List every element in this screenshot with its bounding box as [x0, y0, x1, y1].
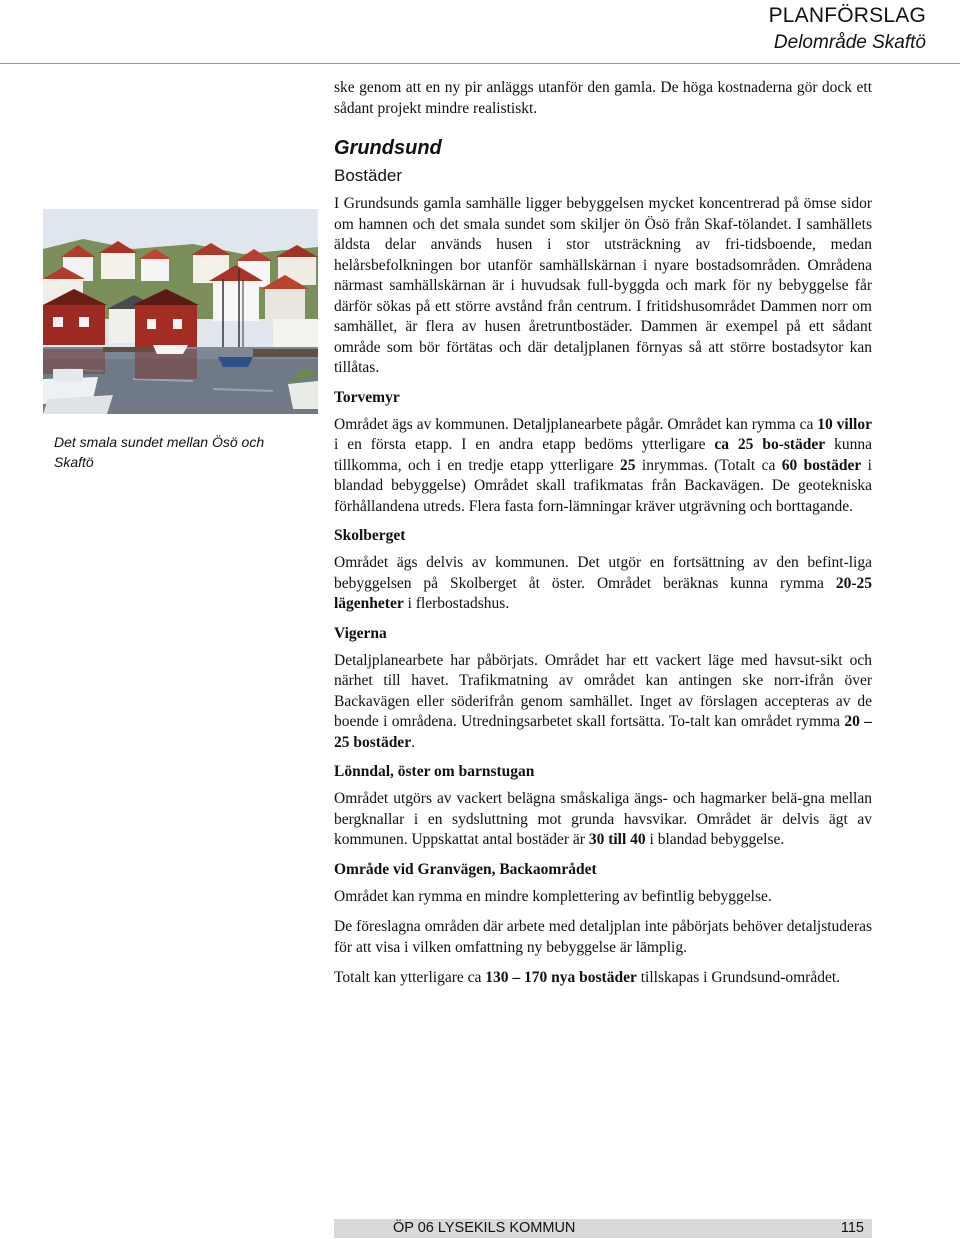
- subsection-heading: Bostäder: [334, 166, 403, 185]
- vigerna-heading: Vigerna: [334, 624, 387, 642]
- grundsund-paragraph: I Grundsunds gamla samhälle ligger bebyggelsen mycket koncentrerad på ömse sidor om hamnen och det smala sundet som skiljer ön Ösö från Skaf-tölandet. I samhällets äldsta delar används husen i stor utsträckning av fri-tidsboende, medan helårsbefolkningen bor utanför samhällskärnan i nyare bostadsområden. Områdena närmast samhällskärnan är i huvudsak full-byggda och mark för ny bebyggelse får därför sökas på ett större avstånd från centrum. I fritidshusområdet Dammen norr om samhället, är flera av husen åretruntbostäder. Dammen är exempel på ett sådant område som bör förtätas och där detaljplanen förnyas så att större bostadsytor kan tillåtas.: [334, 195, 872, 376]
- lonndal-paragraph: Området utgörs av vackert belägna småskaliga ängs- och hagmarker belä-gna mellan bergknallar i en sydsluttning mot grunda havsvikar. Området är delvis ägt av kommunen. Uppskattat antal bostäder är 30 till 40 i blandad bebyggelse.: [334, 790, 872, 848]
- skolberget-paragraph: Området ägs delvis av kommunen. Det utgör en fortsättning av den befint-liga bebyggelsen på Skolberget åt öster. Området beräknas kunna rymma 20-25 lägenheter i flerbostadshus.: [334, 554, 872, 612]
- vigerna-paragraph: Detaljplanearbete har påbörjats. Området har ett vackert läge med havsut-sikt och närhet till havet. Trafikmatning av området kan antingen ske norr-ifrån över Backavägen eller söderifrån genom samhället. Inget av förslagen accepteras av de boende i områdena. Utredningsarbetet skall fortsätta. To-talt kan området rymma 20 – 25 bostäder.: [334, 651, 872, 751]
- torvemyr-heading: Torvemyr: [334, 388, 400, 406]
- header-divider: [0, 63, 960, 64]
- photo-caption: Det smala sundet mellan Ösö och Skaftö: [54, 434, 265, 470]
- torvemyr-paragraph: Området ägs av kommunen. Detaljplanearbete pågår. Området kan rymma ca 10 villor i en första etapp. I en andra etapp bedöms ytterligare ca 25 bo-städer kunna tillkomma, och i en tredje etapp ytterligare 25 inrymmas. (Totalt ca 60 bostäder i blandad bebyggelse) Området skall trafikmatas från Backavägen. De geotekniska förhållandena utreds. Flera fasta forn-lämningar kräver utgrävning och borttagande.: [334, 415, 872, 515]
- granvagen-paragraph: Området kan rymma en mindre komplettering av befintlig bebyggelse.: [334, 887, 772, 905]
- harbor-photo: [43, 209, 318, 414]
- totalt-paragraph: Totalt kan ytterligare ca 130 – 170 nya bostäder tillskapas i Grundsund-området.: [334, 969, 841, 986]
- page-header-subtitle: Delområde Skaftö: [773, 32, 926, 53]
- foreslagna-paragraph: De föreslagna områden där arbete med detaljplan inte påbörjats behöver detaljstuderas för att visa i vilken omfattning ny bebyggelse är lämplig.: [334, 918, 872, 956]
- page-header-title: PLANFÖRSLAG: [768, 4, 926, 27]
- footer-publication: ÖP 06 LYSEKILS KOMMUN: [393, 1220, 576, 1236]
- granvagen-heading: Område vid Granvägen, Backaområdet: [334, 860, 597, 878]
- section-heading: Grundsund: [334, 137, 442, 159]
- skolberget-heading: Skolberget: [334, 527, 406, 544]
- lonndal-heading: Lönndal, öster om barnstugan: [334, 763, 535, 780]
- page-footer: [334, 1219, 872, 1238]
- main-text-column: [334, 78, 872, 989]
- page-number: 115: [840, 1220, 864, 1236]
- intro-paragraph: ske genom att en ny pir anläggs utanför den gamla. De höga kostnaderna gör dock ett sådant projekt mindre realistiskt.: [334, 79, 872, 117]
